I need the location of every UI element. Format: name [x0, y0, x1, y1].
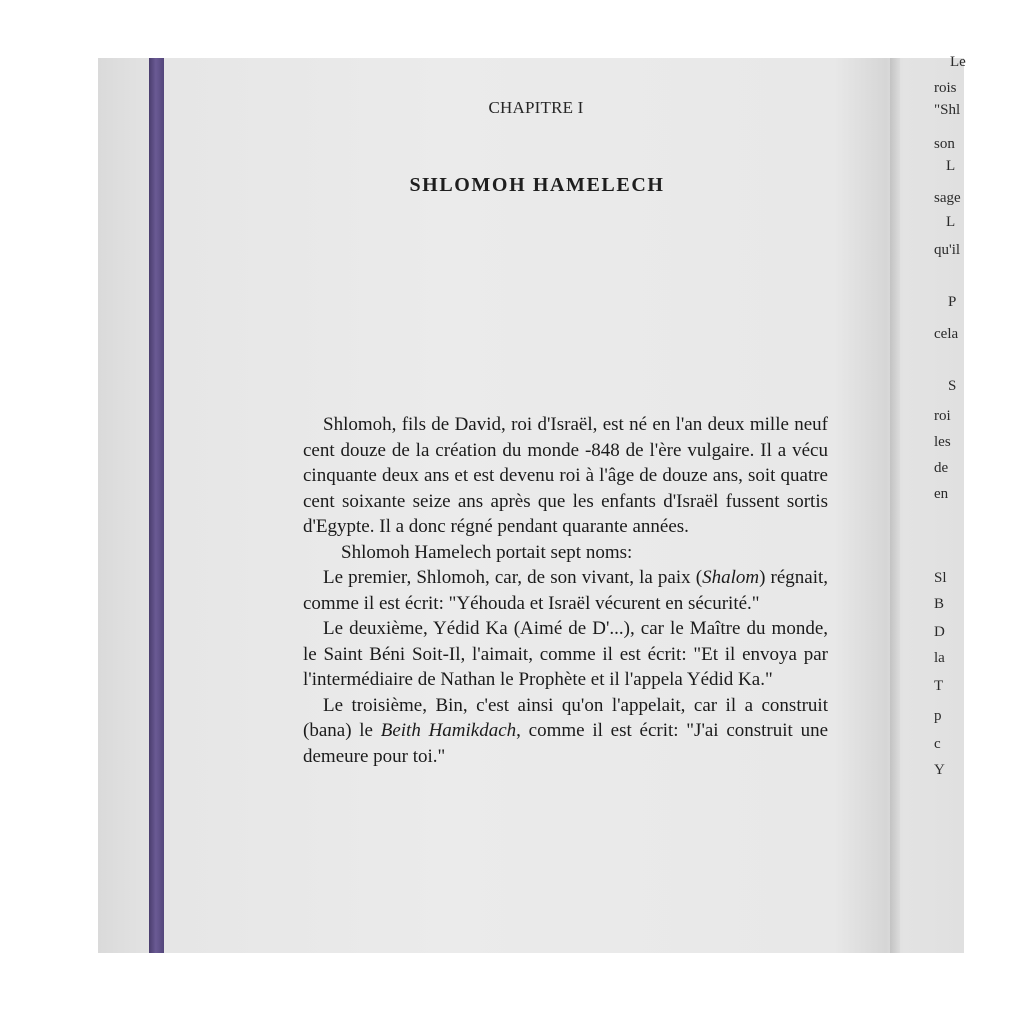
edge-word: L	[946, 158, 956, 174]
edge-word: les	[934, 434, 951, 450]
edge-word: P	[948, 294, 957, 310]
edge-word: rois	[934, 80, 957, 96]
edge-word: Sl	[934, 570, 947, 586]
italic-term-shalom: Shalom	[702, 567, 760, 588]
paragraph-first-name	[303, 565, 828, 616]
paragraph-second-name: Le deuxième, Yédid Ka (Aimé de D'...), car le Maître du monde, le Saint Béni Soit-Il, l'aimait, comme il est écrit: "Et il envoya par l'intermédiaire de Nathan le Prophète et il l'appela Yédid Ka."	[303, 618, 828, 690]
text-run: Le troisième, Bin, c'est ainsi qu'on l'appelait, car il a construit (bana) le	[303, 694, 828, 741]
edge-word: en	[934, 486, 949, 502]
edge-word: c	[934, 736, 941, 752]
text-run: , comme il est écrit: "J'ai construit une demeure pour toi."	[303, 720, 828, 767]
edge-word: son	[934, 136, 955, 152]
edge-word: L	[946, 214, 956, 230]
edge-word: la	[934, 650, 945, 666]
edge-word: roi	[934, 408, 951, 424]
edge-word: D	[934, 624, 945, 640]
book-page-photo	[98, 54, 966, 953]
next-page-edge-text	[934, 54, 974, 953]
edge-word: sage	[934, 190, 961, 206]
chapter-heading: CHAPITRE I	[488, 98, 584, 117]
text-run: Le premier, Shlomoh, car, de son vivant, la paix (	[323, 567, 703, 588]
edge-word: p	[934, 708, 942, 724]
edge-word: "Shl	[934, 102, 961, 118]
page-gutter	[890, 58, 900, 953]
edge-word: de	[934, 460, 949, 476]
chapter-title: SHLOMOH HAMELECH	[409, 174, 665, 196]
paragraph-birth: Shlomoh, fils de David, roi d'Israël, est né en l'an deux mille neuf cent douze de la création du monde -848 de l'ère vulgaire. Il a vécu cinquante deux ans et est devenu roi à l'âge de douze ans, soit quatre cent soixante seize ans après que les enfants d'Israël fussent sortis d'Egypte. Il a donc régné pendant quarante années.	[303, 414, 828, 537]
edge-word: B	[934, 596, 945, 612]
text-run: ) régnait, comme il est écrit: "Yéhouda et Israël vécurent en sécurité."	[303, 567, 829, 614]
edge-word: Le	[950, 54, 966, 70]
paragraph-third-name	[303, 693, 828, 770]
edge-word: qu'il	[934, 242, 961, 258]
italic-term-beith-hamikdach: Beith Hamikdach	[380, 720, 517, 741]
body-text	[303, 412, 828, 769]
edge-word: cela	[934, 326, 959, 342]
edge-word: S	[948, 378, 957, 394]
edge-word: Y	[934, 762, 945, 778]
paragraph-names-intro: Shlomoh Hamelech portait sept noms:	[341, 541, 633, 563]
edge-word: T	[934, 678, 944, 694]
